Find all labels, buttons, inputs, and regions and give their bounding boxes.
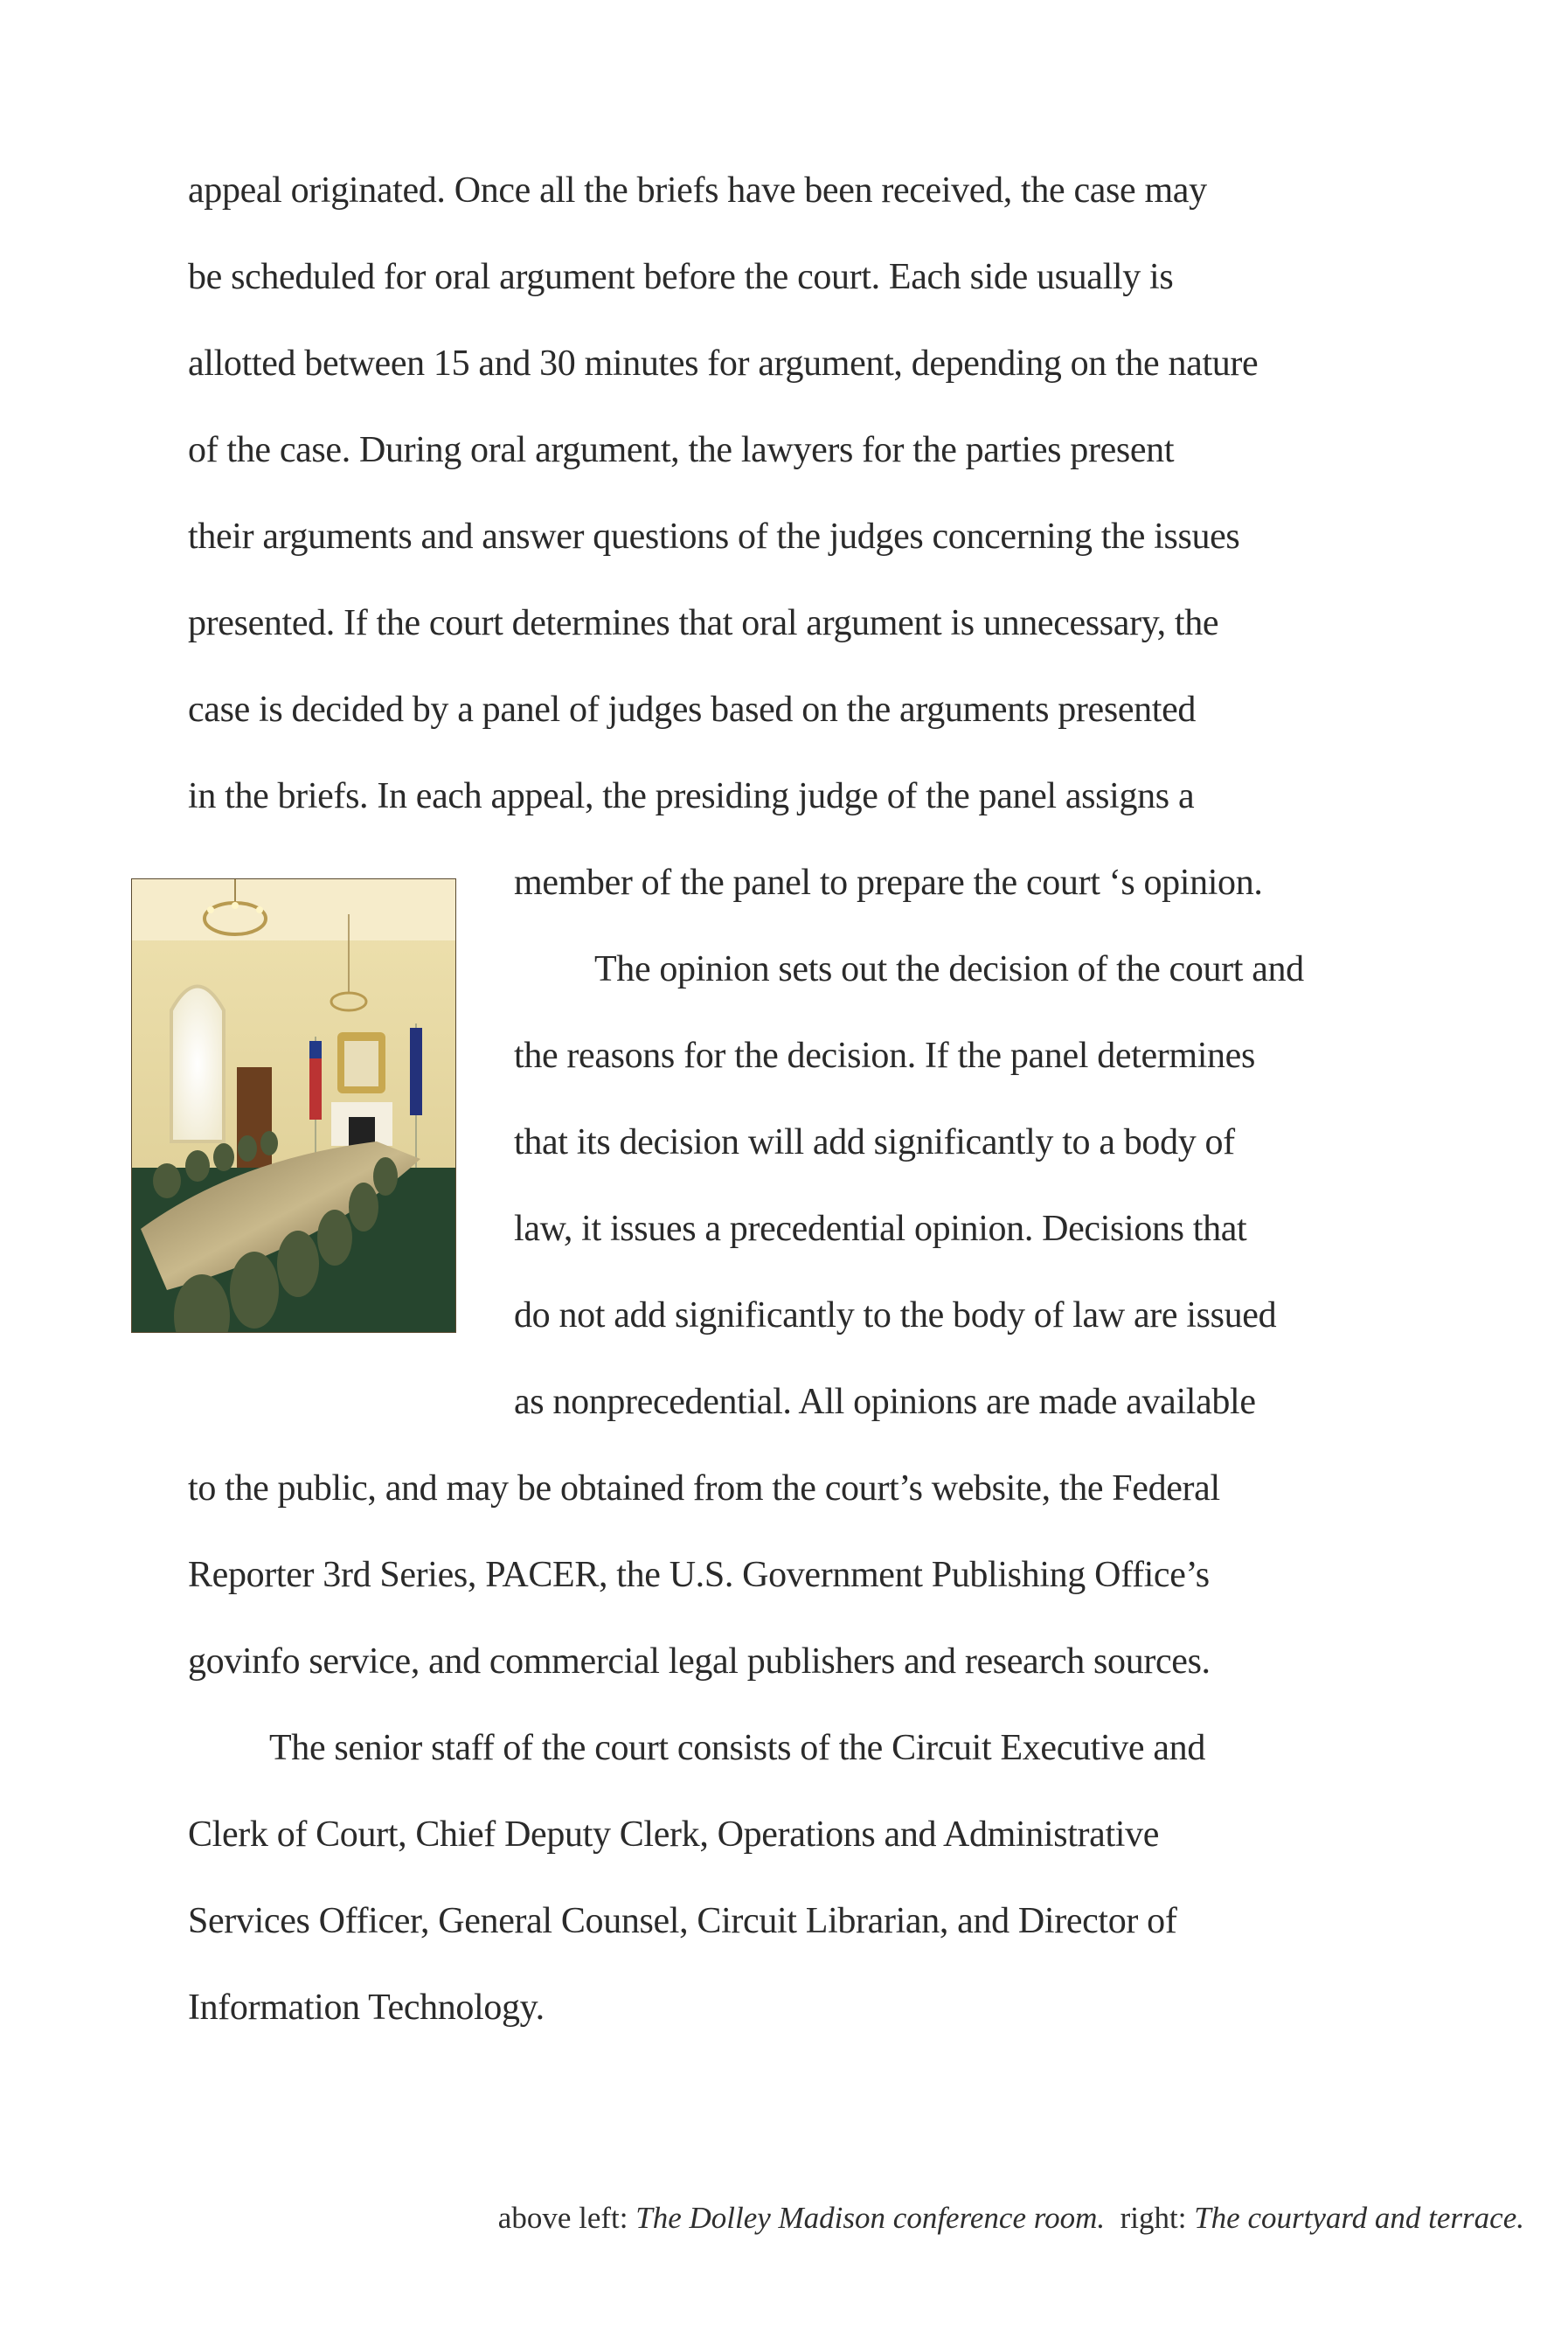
text-line: the reasons for the decision. If the panel determines (514, 1036, 1255, 1076)
text-line: case is decided by a panel of judges based on the arguments presented (188, 690, 1197, 730)
text-line: govinfo service, and commercial legal publishers and research sources. (188, 1641, 1211, 1682)
text-line: to the public, and may be obtained from the court’s website, the Federal (188, 1468, 1220, 1509)
caption-label-left: above left: (497, 2201, 636, 2235)
photo-conference-room-icon (132, 879, 455, 1332)
text-line: The senior staff of the court consists of the Circuit Executive and (269, 1728, 1205, 1768)
text-line: Information Technology. (188, 1988, 545, 2028)
text-line: their arguments and answer questions of the judges concerning the issues (188, 517, 1240, 557)
caption-title-left: The Dolley Madison conference room. (635, 2201, 1106, 2235)
photo-caption (498, 2199, 1524, 2238)
text-line: that its decision will add significantly to a body of (514, 1122, 1235, 1162)
text-line: member of the panel to prepare the court ‘s opinion. (514, 863, 1263, 903)
text-line: be scheduled for oral argument before the court. Each side usually is (188, 257, 1174, 297)
text-line: The opinion sets out the decision of the court and (594, 949, 1304, 989)
text-line: law, it issues a precedential opinion. Decisions that (514, 1209, 1247, 1249)
text-line: allotted between 15 and 30 minutes for argument, depending on the nature (188, 343, 1259, 384)
text-line: Reporter 3rd Series, PACER, the U.S. Government Publishing Office’s (188, 1555, 1210, 1595)
text-line: of the case. During oral argument, the lawyers for the parties present (188, 430, 1175, 470)
text-line: presented. If the court determines that oral argument is unnecessary, the (188, 603, 1219, 643)
text-line: appeal originated. Once all the briefs have been received, the case may (188, 170, 1207, 211)
text-line: do not add significantly to the body of law are issued (514, 1295, 1277, 1336)
caption-label-right: right: (1105, 2201, 1195, 2235)
text-line: Clerk of Court, Chief Deputy Clerk, Operations and Administrative (188, 1814, 1160, 1855)
caption-title-right: The courtyard and terrace. (1194, 2201, 1524, 2235)
text-line: in the briefs. In each appeal, the presiding judge of the panel assigns a (188, 776, 1195, 816)
conference-room-photo (131, 878, 456, 1333)
text-line: as nonprecedential. All opinions are made available (514, 1382, 1256, 1422)
text-line: Services Officer, General Counsel, Circuit Librarian, and Director of (188, 1901, 1177, 1941)
